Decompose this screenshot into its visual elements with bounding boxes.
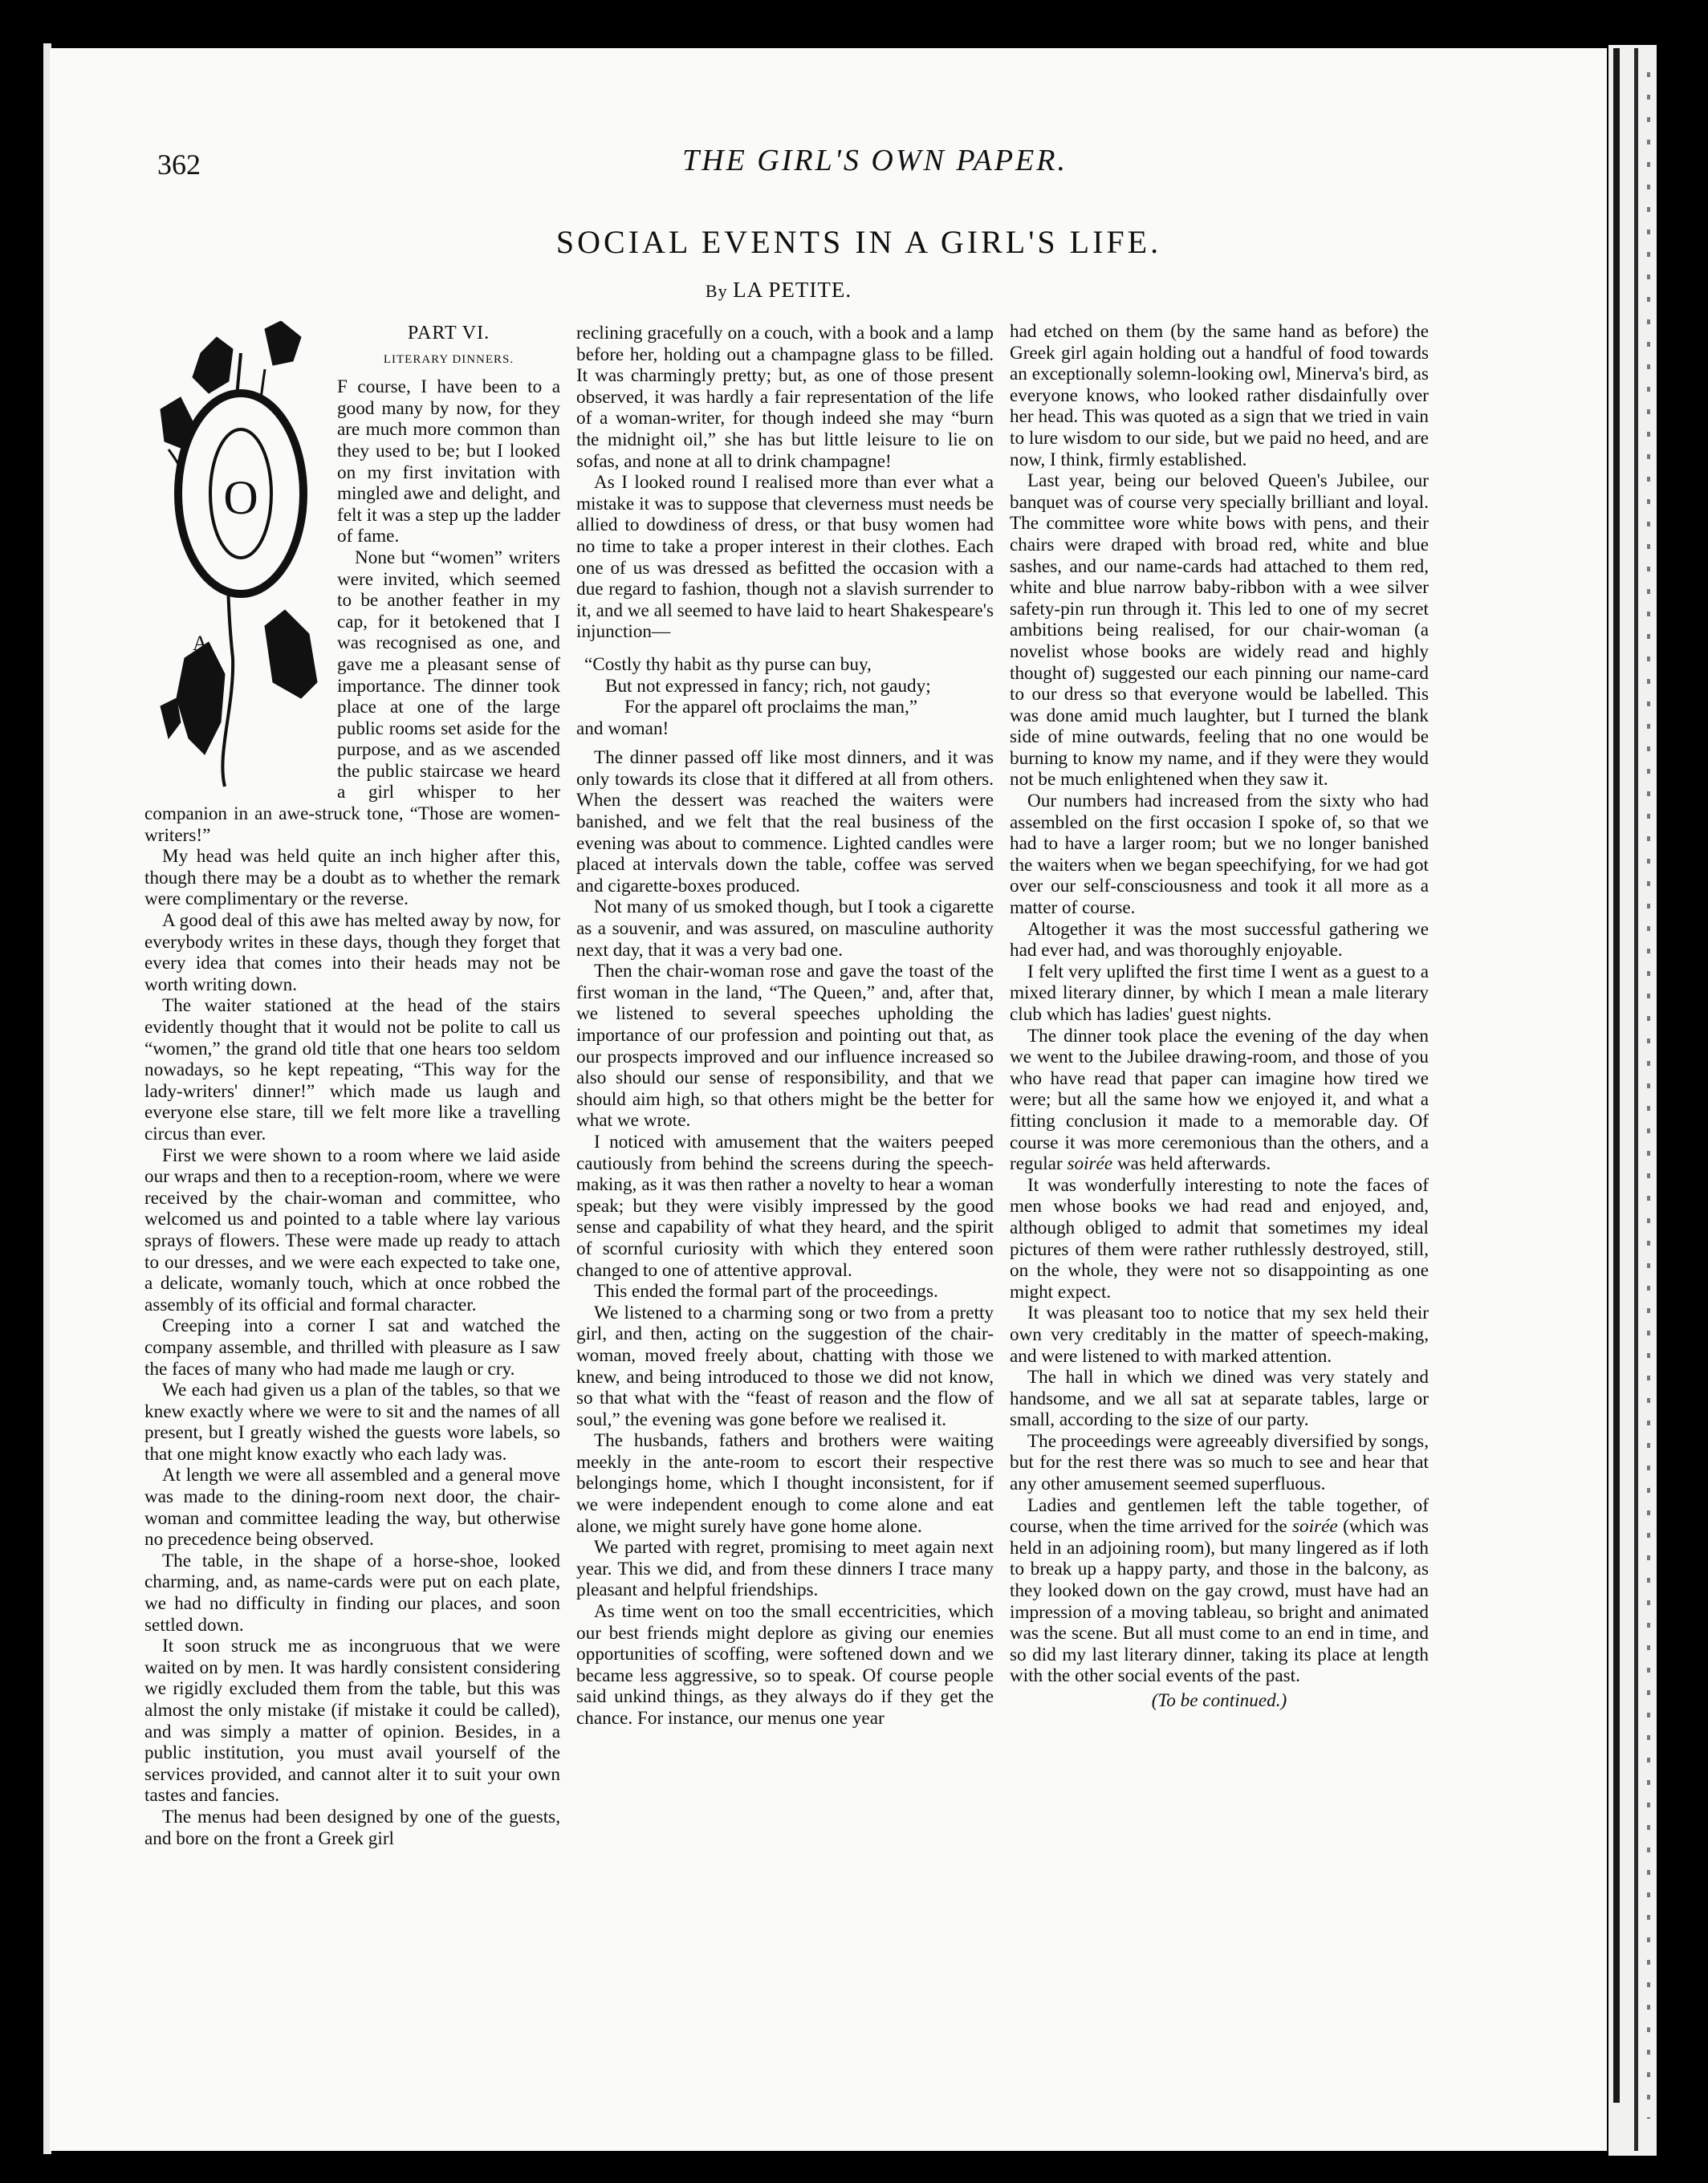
paragraph: First we were shown to a room where we laid aside our wraps and then to a reception-room, where we were received by the chair-woman and committee, who welcomed us and pointed to a table where lay various sprays of flowers. These were made up ready to attach to our dresses, and we were each expected to take one, a delicate, womanly touch, which at once robbed the assembly of its official and formal character.: [144, 1144, 560, 1315]
byline: [578, 278, 979, 303]
quotation-line: For the apparel oft proclaims the man,”: [624, 697, 918, 718]
italic-text: soirée: [1067, 1153, 1113, 1175]
column-1: [144, 321, 560, 1849]
text-run: Ladies and gentlemen left the table together, of course, when the time arrived for the: [1010, 1494, 1429, 1538]
page-number: 362: [157, 148, 201, 181]
text-run: was held afterwards.: [1116, 1153, 1271, 1175]
paragraph: My head was held quite an inch higher after this, though there may be a doubt as to whether the remark were complimentary or the reverse.: [144, 846, 560, 910]
text-run: The dinner took place the evening of the day when we went to the Jubilee drawing-room, and those of you who have read that paper can imagine how tired we were; but all the same how we enjoyed it, and what a fitting conclusion it made to a memorable day. Of course it was more ceremonious than the others, and a regular: [1010, 1025, 1429, 1175]
quotation-line: But not expressed in fancy; rich, not gaudy;: [605, 675, 931, 697]
paragraph: The hall in which we dined was very stately and handsome, and we all sat at separate tables, large or small, according to the size of our party.: [1010, 1367, 1429, 1431]
paragraph: Not many of us smoked though, but I took a cigarette as a souvenir, and was assured, on masculine authority next day, that it was a very bad one.: [576, 896, 994, 961]
paragraph: It soon struck me as incongruous that we were waited on by men. It was hardly consistent considering we rigidly excluded them from the table, but this was almost the only mistake (if mistake it could be called), and was simply a matter of opinion. Besides, in a public institution, you must avail yourself of the services provided, and cannot alter it to suit your own tastes and fancies.: [144, 1636, 560, 1807]
paragraph: [1010, 1026, 1429, 1175]
drop-cap-illustration: [144, 321, 334, 793]
paragraph: This ended the formal part of the proceedings.: [594, 1281, 938, 1303]
paragraph: The menus had been designed by one of the guests, and bore on the front a Greek girl: [144, 1806, 560, 1849]
paragraph: It was pleasant too to notice that my sex held their own very creditably in the matter of speech-making, and were listened to with marked attention.: [1010, 1303, 1429, 1367]
quotation-line: and woman!: [576, 718, 669, 739]
text-run: (which was held in an adjoining room), but many lingered as if loth to break up a happy party, and those in the balcony, as they looked down on the gay crowd, must have had an impression of a moving tableau, so bright and animated was the scene. But all must come to an end in time, and so did my last literary dinner, taking its place at length with the other social events of the past.: [1010, 1516, 1429, 1687]
bellflower-drop-cap-icon: [144, 321, 334, 793]
quotation: [576, 654, 994, 739]
paragraph: The proceedings were agreeably diversified by songs, but for the rest there was so much to see and hear that any other amusement seemed superfluous.: [1010, 1430, 1429, 1495]
paragraph: The husbands, fathers and brothers were waiting meekly in the ante-room to escort their respective belongings home, which I thought inconsistent, for if we were independent enough to come alone and eat alone, we might surely have gone home alone.: [576, 1430, 994, 1537]
paragraph: I noticed with amusement that the waiters peeped cautiously from behind the screens during the speech-making, as it was then rather a novelty to hear a woman speak; but they were visibly impressed by the good sense and capability of what they heard, and the spirit of scornful curiosity with which they entered soon changed to one of attentive approval.: [576, 1131, 994, 1281]
binding-stitches: [1647, 72, 1650, 2119]
paragraph: reclining gracefully on a couch, with a book and a lamp before her, holding out a champagne glass to be filled. It was charmingly pretty; but, as one of those present observed, it was hardly a fair representation of the life of a woman-writer, for though indeed she may “burn the midnight oil,” she has but little leisure to lie on sofas, and none at all to drink champagne!: [576, 323, 994, 472]
paragraph: Last year, being our beloved Queen's Jubilee, our banquet was of course very specially brilliant and loyal. The committee wore white bows with pens, and their chairs were draped with broad red, white and blue sashes, and our name-cards had attached to them red, white and blue narrow baby-ribbon with a wee silver safety-pin run through it. This led to one of my secret ambitions being realised, for our chair-woman (a novelist whose books are widely read and highly thought of) suggested our each pinning our name-card to our dress so that everyone would be labelled. This was done amid much laughter, but I turned the blank side of mine outwards, feeling that no one would be burning to know my name, and if they were they would not be much enlightened when they saw it.: [1010, 470, 1429, 791]
paragraph: We each had given us a plan of the tables, so that we knew exactly where we were to sit and the names of all present, but I greatly wished the guests wore labels, so that one might know exactly who each lady was.: [144, 1380, 560, 1465]
svg-text:A: A: [193, 632, 208, 655]
column-2: [576, 323, 994, 1730]
byline-prefix: By: [705, 281, 728, 301]
paragraph: Creeping into a corner I sat and watched the company assemble, and thrilled with pleasure as I saw the faces of many who had made me laugh or cry.: [144, 1315, 560, 1380]
paragraph: F course, I have been to a good many by now, for they are much more common than they used to be; but I looked on my first invitation with mingled awe and delight, and felt it was a step up the ladder of fame.: [337, 376, 560, 547]
paragraph: The dinner passed off like most dinners, and it was only towards its close that it differed at all from others. When the dessert was reached the waiters were banished, and we felt that the real business of the evening was about to commence. Lighted candles were placed at intervals down the table, coffee was served and cigarette-boxes produced.: [576, 747, 994, 896]
paragraph: A good deal of this awe has melted away by now, for everybody writes in these days, though they forget that every idea that comes into their heads may not be worth writing down.: [144, 910, 560, 995]
paragraph: The table, in the shape of a horse-shoe, looked charming, and, as name-cards were put on each plate, we had no difficulty in finding our places, and soon settled down.: [144, 1550, 560, 1636]
part-heading: PART VI.: [407, 323, 490, 344]
paragraph: We listened to a charming song or two from a pretty girl, and then, acting on the suggestion of the chair-woman, moved freely about, chatting with those we knew, and being introduced to those we did not know, so that what with the “feast of reason and the flow of soul,” the evening was gone before we realised it.: [576, 1302, 994, 1430]
italic-text: soirée: [1292, 1516, 1338, 1538]
paragraph: Our numbers had increased from the sixty who had assembled on the first occasion I spoke of, so that we had to have a larger room; but we no longer banished the waiters when we began speechifying, for we had got over our self-consciousness and took it all more as a matter of course.: [1010, 791, 1429, 919]
running-head: THE GIRL'S OWN PAPER.: [682, 144, 1068, 177]
paragraph: At length we were all assembled and a general move was made to the dining-room next door, the chair-woman and committee leading the way, but otherwise no precedence being observed.: [144, 1465, 560, 1551]
paragraph: As I looked round I realised more than ever what a mistake it was to suppose that cleverness must needs be allied to dowdiness of dress, or that busy women had no time to take a proper interest in their clothes. Each one of us was dressed as befitted the occasion with a due regard to fashion, though not a slavish surrender to it, and we all seemed to have laid to heart Shakespeare's injunction—: [576, 472, 994, 643]
binding-bar: [1634, 48, 1638, 2151]
article-title: SOCIAL EVENTS IN A GIRL'S LIFE.: [555, 224, 1162, 260]
paragraph: As time went on too the small eccentricities, which our best friends might deplore as giving our enemies opportunities of scoffing, were softened down and we became less aggressive, so to speak. Of course people said unkind things, as they always do if they get the chance. For instance, our menus one year: [576, 1601, 994, 1729]
paragraph: I felt very uplifted the first time I went as a guest to a mixed literary dinner, by which I mean a male literary club which has ladies' guest nights.: [1010, 961, 1429, 1025]
paragraph: Then the chair-woman rose and gave the toast of the first woman in the land, “The Queen,” and, after that, we listened to several speeches upholding the importance of our profession and pointing out that, as our prospects improved and our influence increased so also should our sense of responsibility, and that we should aim high, so that others might be the better for what we wrote.: [576, 961, 994, 1132]
drop-cap-letter: O: [223, 471, 258, 524]
byline-name: LA PETITE.: [733, 278, 852, 302]
paragraph: We parted with regret, promising to meet again next year. This we did, and from these dinners I trace many pleasant and helpful friendships.: [576, 1537, 994, 1601]
paragraph: It was wonderfully interesting to note the faces of men whose books we had read and enjoyed, and, although obliged to admit that sometimes my ideal pictures of them were rather ruthlessly destroyed, still, on the whole, they were not so disappointing as one might expect.: [1010, 1174, 1429, 1303]
quotation-line: “Costly thy habit as thy purse can buy,: [584, 653, 872, 675]
paragraph: None but “women” writers were invited, which seemed to be another feather in my cap, for it betokened that I was recognised as one, and gave me a pleasant sense of importance. The dinner took place at one of the large public rooms set aside for the purpose, and as we ascended the public staircase we heard a girl whisper to her companion in an awe-struck tone, “Those are women-writers!”: [144, 547, 560, 846]
to-be-continued: (To be continued.): [1151, 1690, 1287, 1711]
paragraph: Altogether it was the most successful gathering we had ever had, and was thoroughly enjoyable.: [1010, 918, 1429, 961]
column-3: [1010, 321, 1429, 1712]
paragraph: had etched on them (by the same hand as before) the Greek girl again holding out a handful of food towards an exceptionally solemn-looking owl, Minerva's bird, as everyone knows, who looked rather disdainfully over her head. This was quoted as a sign that we tried in vain to lure wisdom to our side, but we paid no heed, and are now, I think, firmly established.: [1010, 321, 1429, 470]
paragraph: The waiter stationed at the head of the stairs evidently thought that it would not be polite to call us “women,” the grand old title that one hears too seldom nowadays, so he kept repeating, “This way for the lady-writers' dinner!” which made us laugh and everyone else stare, till we felt more like a travelling circus than ever.: [144, 995, 560, 1144]
paragraph: [1010, 1495, 1429, 1687]
section-heading: LITERARY DINNERS.: [383, 352, 514, 366]
binding-bar: [1613, 48, 1620, 2103]
